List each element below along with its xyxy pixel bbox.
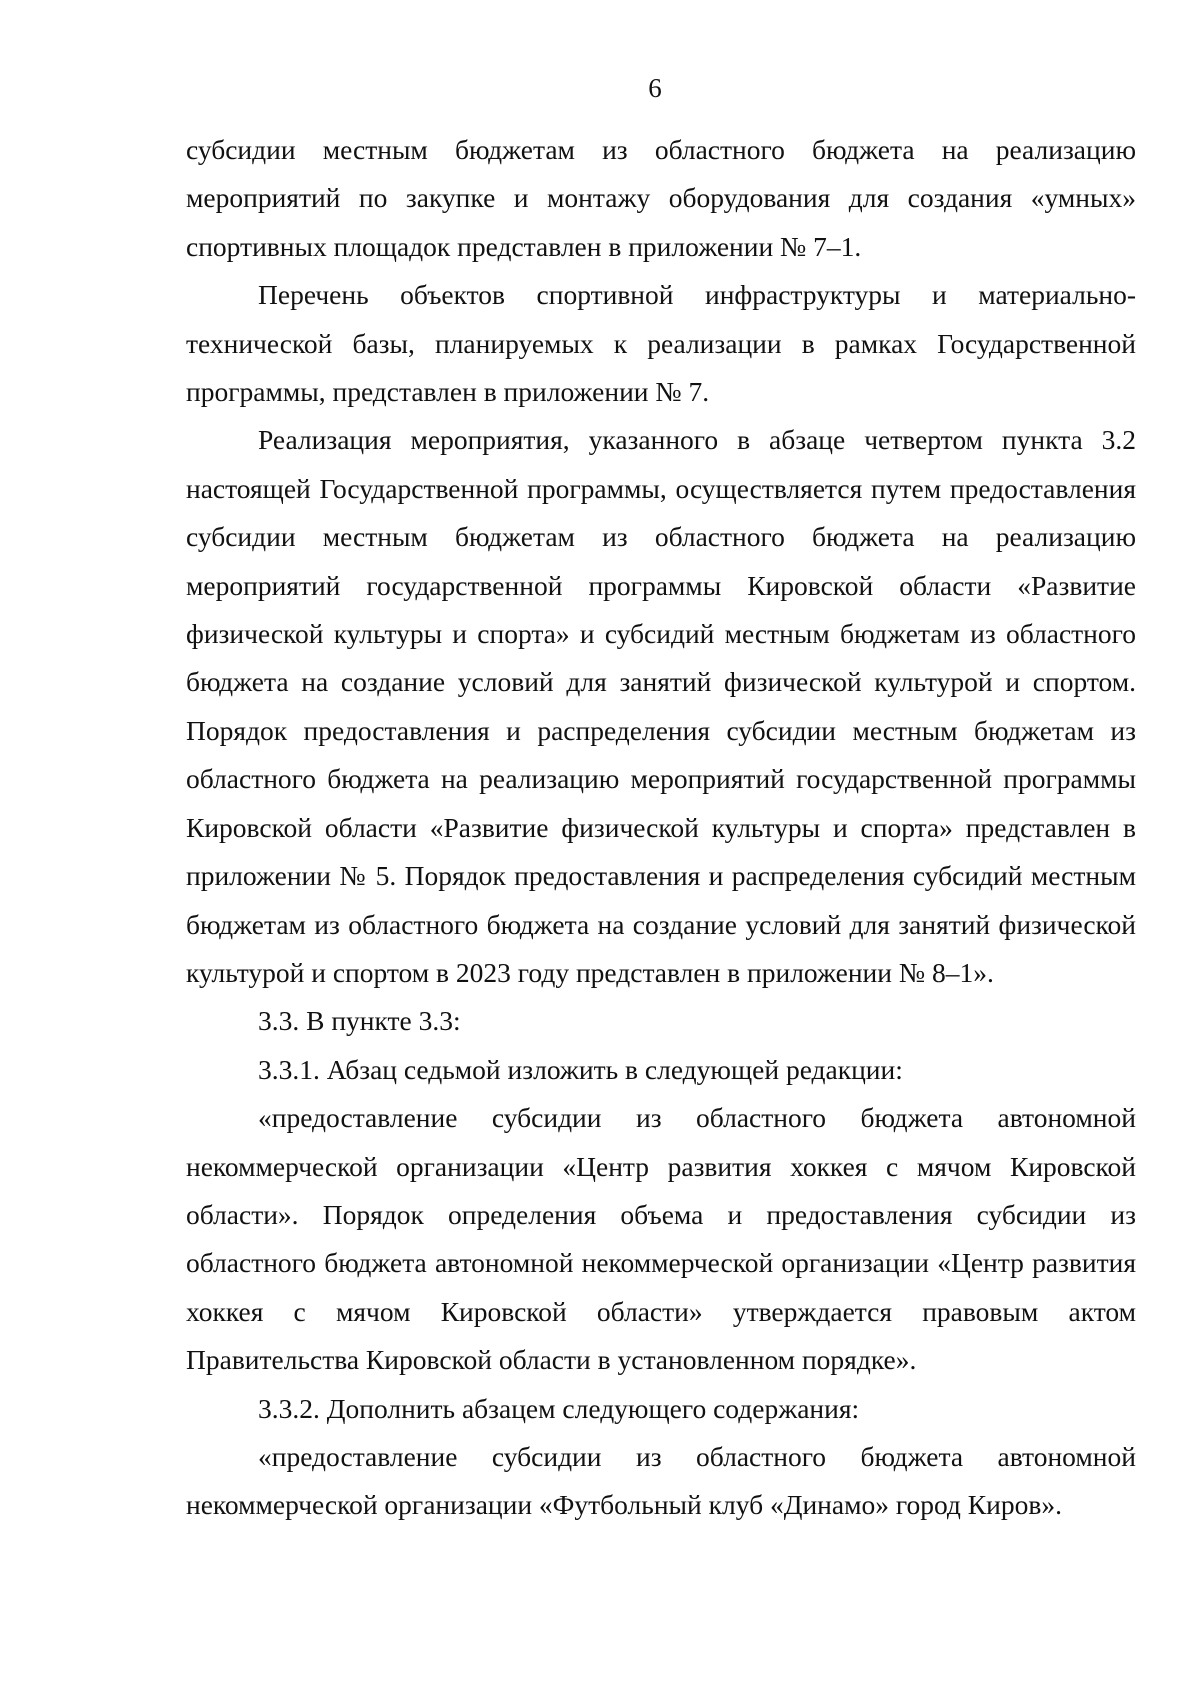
document-body: [186, 126, 1136, 1530]
paragraph-7: 3.3.2. Дополнить абзацем следующего содержания:: [258, 1392, 860, 1424]
paragraph-1: субсидии местным бюджетам из областного бюджета на реализацию мероприятий по закупке и монтажу оборудования для создания «умных» спортивных площадок представлен в приложении № 7–1.: [186, 134, 1136, 262]
paragraph-4: 3.3. В пункте 3.3:: [258, 1005, 461, 1037]
paragraph-8: «предоставление субсидии из областного бюджета автономной некоммерческой организации «Футбольный клуб «Динамо» город Киров».: [186, 1440, 1136, 1521]
paragraph-3: Реализация мероприятия, указанного в абзаце четвертом пункта 3.2 настоящей Государственной программы, осуществляется путем предоставления субсидии местным бюджетам из областного бюджета на реализацию мероприятий государственной программы Кировской области «Развитие физической культуры и спорта» и субсидий местным бюджетам из областного бюджета на создание условий для занятий физической культурой и спортом. Порядок предоставления и распределения субсидии местным бюджетам из областного бюджета на реализацию мероприятий государственной программы Кировской области «Развитие физической культуры и спорта» представлен в приложении № 5. Порядок предоставления и распределения субсидий местным бюджетам из областного бюджета на создание условий для занятий физической культурой и спортом в 2023 году представлен в приложении № 8–1».: [186, 424, 1136, 988]
paragraph-6: «предоставление субсидии из областного бюджета автономной некоммерческой организации «Центр развития хоккея с мячом Кировской области». Порядок определения объема и предоставления субсидии из областного бюджета автономной некоммерческой организации «Центр развития хоккея с мячом Кировской области» утверждается правовым актом Правительства Кировской области в установленном порядке».: [186, 1102, 1136, 1376]
page-number: 6: [648, 73, 662, 103]
paragraph-2: Перечень объектов спортивной инфраструктуры и материально-технической базы, планируемых к реализации в рамках Государственной программы, представлен в приложении № 7.: [186, 279, 1136, 408]
paragraph-5: 3.3.1. Абзац седьмой изложить в следующей редакции:: [258, 1053, 903, 1085]
